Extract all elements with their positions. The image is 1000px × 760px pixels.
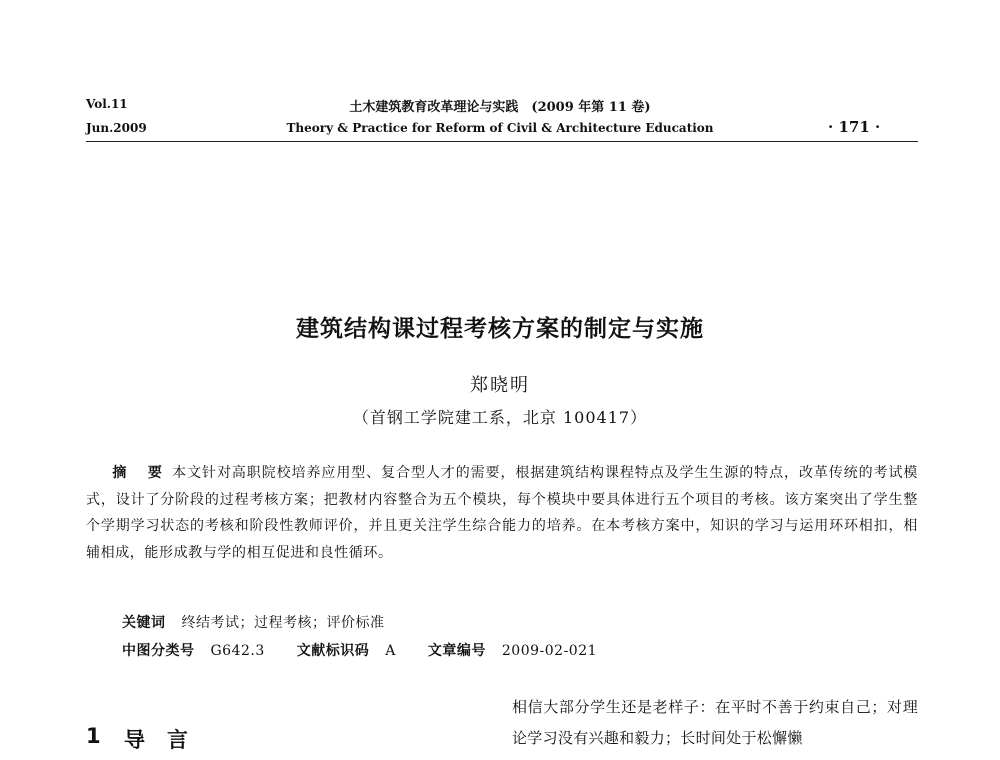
section-title: 导言 bbox=[124, 728, 210, 752]
header-journal-en: Theory & Practice for Reform of Civil & Architecture Education bbox=[286, 121, 714, 135]
article-affiliation: （首钢工学院建工系，北京 100417） bbox=[352, 408, 648, 427]
abstract-text: 本文针对高职院校培养应用型、复合型人才的需要，根据建筑结构课程特点及学生生源的特点，改革传统的考试模式，设计了分阶段的过程考核方案；把教材内容整合为五个模块，每个模块中要具体进行五个项目的考核。该方案突出了学生整个学期学习状态的考核和阶段性教师评价，并且更关注学生综合能力的培养。在本考核方案中，知识的学习与运用环环相扣，相辅相成，能形成教与学的相互促进和良性循环。 bbox=[86, 465, 919, 561]
page-number: · 171 · bbox=[828, 118, 881, 136]
keywords-label: 关键词 bbox=[122, 615, 166, 631]
keywords bbox=[122, 612, 385, 632]
body-right-column: 相信大部分学生还是老样子：在平时不善于约束自己；对理论学习没有兴趣和毅力；长时间处于松懈懒 bbox=[512, 698, 918, 747]
article-no-value: 2009-02-021 bbox=[501, 643, 598, 659]
abstract bbox=[86, 460, 918, 566]
clc-value: G642.3 bbox=[210, 643, 265, 659]
article-no-label: 文章编号 bbox=[427, 643, 486, 659]
article-title: 建筑结构课过程考核方案的制定与实施 bbox=[296, 316, 704, 342]
abstract-label: 摘 要 bbox=[112, 465, 171, 481]
header-date: Jun.2009 bbox=[86, 121, 147, 135]
header-rule bbox=[86, 141, 918, 142]
header-volume: Vol.11 bbox=[86, 97, 128, 111]
doc-code-value: A bbox=[385, 643, 396, 659]
classification-line bbox=[122, 640, 597, 660]
doc-code-label: 文献标识码 bbox=[296, 643, 370, 659]
header-journal-cn: 土木建筑教育改革理论与实践 (2009 年第 11 卷) bbox=[349, 100, 651, 115]
section-number: 1 bbox=[86, 724, 101, 748]
article-author: 郑晓明 bbox=[470, 375, 530, 396]
clc-label: 中图分类号 bbox=[122, 643, 195, 659]
keywords-value: 终结考试；过程考核；评价标准 bbox=[181, 615, 385, 631]
